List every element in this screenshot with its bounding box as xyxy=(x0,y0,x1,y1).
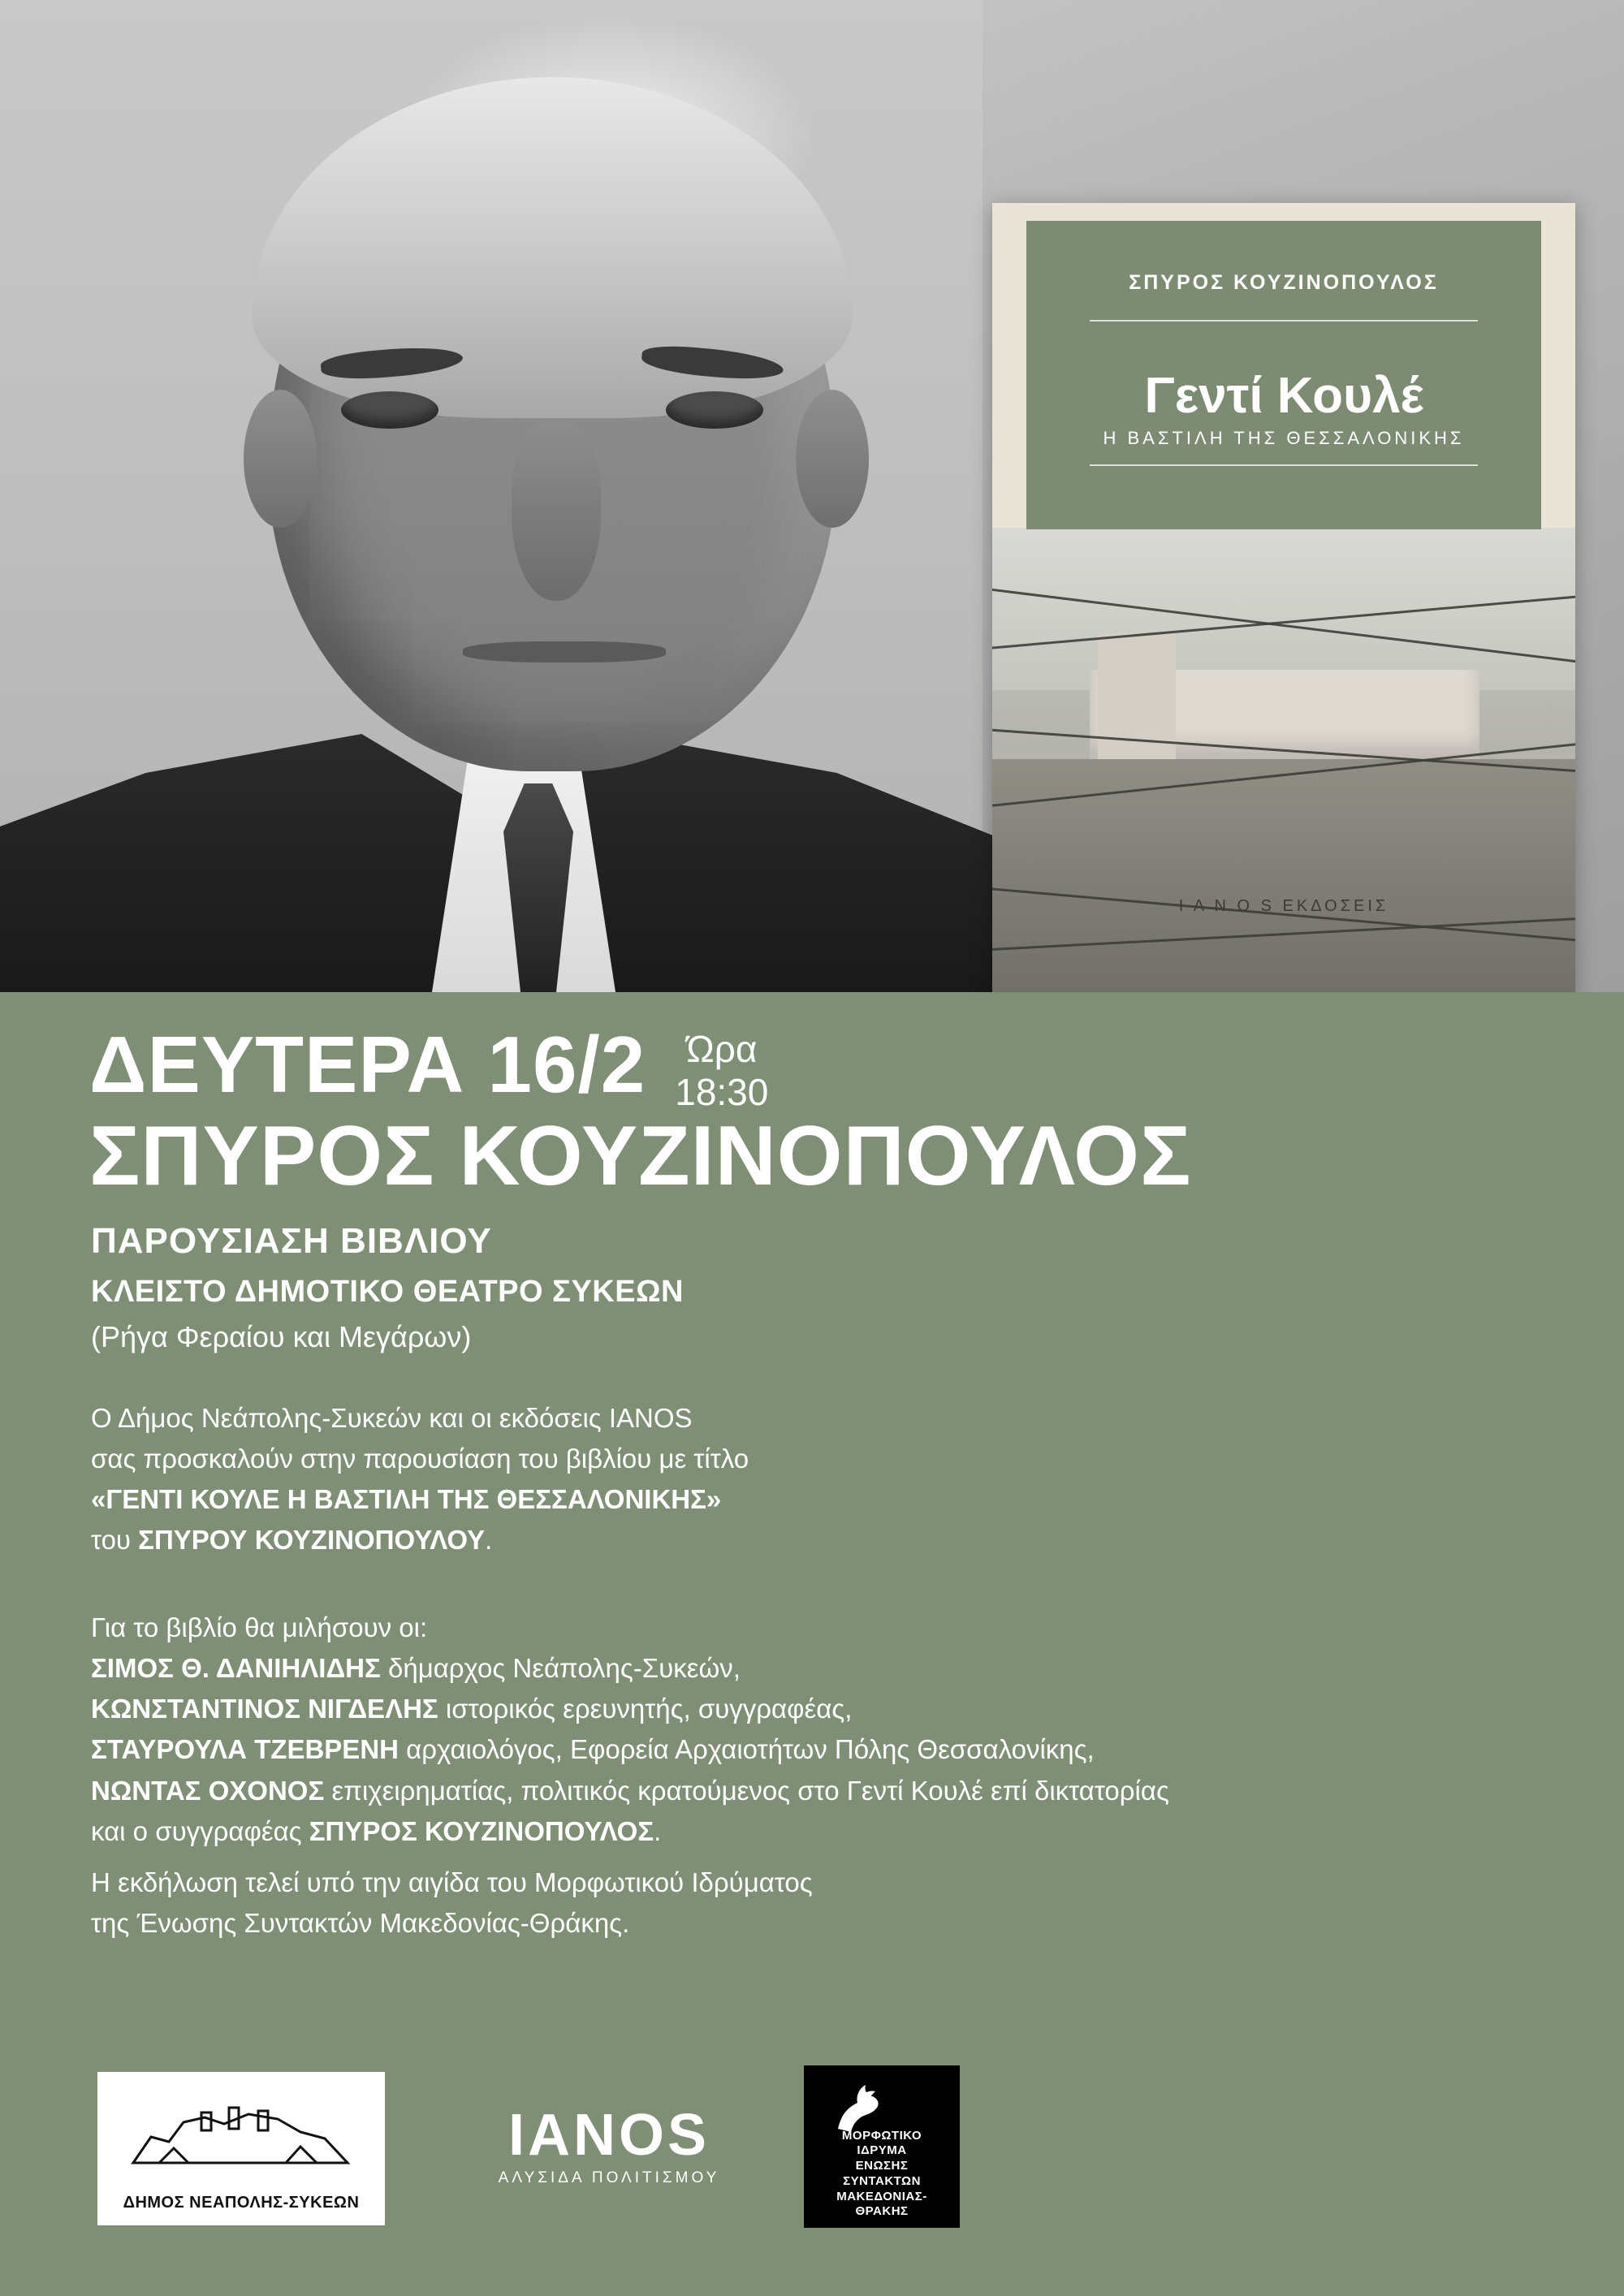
auspices-paragraph xyxy=(91,1862,1520,1944)
portrait-nose xyxy=(512,422,601,601)
speaker-name: ΣΙΜΟΣ Θ. ΔΑΝΙΗΛΙΔΗΣ xyxy=(91,1653,381,1684)
ianos-logo xyxy=(475,2103,743,2187)
event-time xyxy=(675,1028,768,1114)
portrait-ear-right xyxy=(796,390,869,528)
invite-book-title: «ΓΕΝΤΙ ΚΟΥΛΕ Η ΒΑΣΤΙΛΗ ΤΗΣ ΘΕΣΣΑΛΟΝΙΚΗΣ» xyxy=(91,1484,722,1515)
poster-body xyxy=(0,992,1624,2296)
invite-line-4-pre: του xyxy=(91,1525,139,1556)
auspices-line-1: Η εκδήλωση τελεί υπό την αιγίδα του Μορφωτικού Ιδρύματος xyxy=(91,1867,813,1897)
speaker-entry-author xyxy=(91,1811,1520,1852)
book-publisher: I A N O S ΕΚΔΟΣΕΙΣ xyxy=(1178,897,1389,915)
book-cover-title-panel xyxy=(1026,221,1541,529)
speaker-entry xyxy=(91,1648,1520,1689)
invite-line-4-post: . xyxy=(485,1525,493,1556)
portrait-mouth xyxy=(463,641,666,662)
event-address: (Ρήγα Φεραίου και Μεγάρων) xyxy=(91,1320,472,1353)
book-title: Γεντί Κουλέ xyxy=(1144,368,1423,424)
ianos-logo-tagline: ΑΛΥΣΙΔΑ ΠΟΛΙΤΙΣΜΟΥ xyxy=(498,2169,720,2186)
mief-logo-label: ΜΟΡΦΩΤΙΚΟ ΙΔΡΥΜΑ ΕΝΩΣΗΣ ΣΥΝΤΑΚΤΩΝ ΜΑΚΕΔΟΝΙΑΣ- ΘΡΑΚΗΣ xyxy=(836,2128,927,2219)
invite-line-2: σας προσκαλούν στην παρουσίαση του βιβλίου με τίτλο xyxy=(91,1444,749,1474)
speaker-name: ΚΩΝΣΤΑΝΤΙΝΟΣ ΝΙΓΔΕΛΗΣ xyxy=(91,1694,438,1724)
event-time-label: Ώρα xyxy=(686,1028,758,1070)
speaker-name: ΣΠΥΡΟΣ ΚΟΥΖΙΝΟΠΟΥΛΟΣ xyxy=(309,1815,654,1846)
speakers-intro: Για το βιβλίο θα μιλήσουν οι: xyxy=(91,1612,428,1642)
headline-row xyxy=(89,1020,769,1114)
speaker-role: αρχαιολόγος, Εφορεία Αρχαιοτήτων Πόλης Θεσσαλονίκης, xyxy=(398,1734,1095,1765)
portrait-eye-left xyxy=(341,391,438,429)
book-rule-top xyxy=(1090,320,1478,322)
speaker-entry xyxy=(91,1689,1520,1729)
speakers-paragraph xyxy=(91,1608,1520,1852)
book-cover xyxy=(992,203,1575,992)
portrait-eye-right xyxy=(666,391,763,429)
invite-author-genitive: ΣΠΥΡΟΥ ΚΟΥΖΙΝΟΠΟΥΛΟΥ xyxy=(138,1525,486,1556)
mief-logo xyxy=(804,2065,960,2228)
author-portrait-photo xyxy=(0,0,983,992)
logo-row xyxy=(0,2064,1624,2251)
invite-line-4 xyxy=(91,1520,1520,1560)
speakers-last-pre: και ο συγγραφέας xyxy=(91,1815,309,1846)
book-photo-ground xyxy=(992,759,1575,992)
speaker-role: επιχειρηματίας, πολιτικός κρατούμενος στο Γεντί Κουλέ επί δικτατορίας xyxy=(324,1775,1169,1806)
speaker-name: ΣΤΑΥΡΟΥΛΑ ΤΖΕΒΡΕΝΗ xyxy=(91,1734,399,1765)
acropolis-hill-icon xyxy=(127,2095,354,2169)
speaker-role: ιστορικός ερευνητής, συγγραφέας, xyxy=(438,1694,853,1724)
municipality-logo xyxy=(97,2072,385,2225)
invite-line-1: Ο Δήμος Νεάπολης-Συκεών και οι εκδόσεις IANOS xyxy=(91,1403,693,1433)
speaker-name: ΝΩΝΤΑΣ ΟΧΟΝΟΣ xyxy=(91,1775,325,1806)
book-subtitle: Η ΒΑΣΤΙΛΗ ΤΗΣ ΘΕΣΣΑΛΟΝΙΚΗΣ xyxy=(1103,428,1465,448)
photo-area xyxy=(0,0,1624,992)
main-speaker-name: ΣΠΥΡΟΣ ΚΟΥΖΙΝΟΠΟΥΛΟΣ xyxy=(89,1109,1192,1203)
auspices-line-2: της Ένωσης Συντακτών Μακεδονίας-Θράκης. xyxy=(91,1908,630,1939)
event-date: ΔΕΥΤΕΡΑ 16/2 xyxy=(89,1020,646,1109)
book-rule-bottom xyxy=(1090,464,1478,466)
ianos-logo-word: IANOS xyxy=(508,2103,710,2168)
speaker-role: δήμαρχος Νεάπολης-Συκεών, xyxy=(380,1653,741,1684)
speaker-entry xyxy=(91,1771,1520,1811)
event-type: ΠΑΡΟΥΣΙΑΣΗ ΒΙΒΛΙΟΥ xyxy=(91,1221,492,1261)
speakers-last-post: . xyxy=(654,1815,662,1846)
event-time-value: 18:30 xyxy=(675,1070,769,1113)
speaker-entry xyxy=(91,1729,1520,1770)
portrait-ear-left xyxy=(244,390,317,528)
municipality-logo-label: ΔΗΜΟΣ ΝΕΑΠΟΛΗΣ-ΣΥΚΕΩΝ xyxy=(123,2194,360,2212)
book-cover-photo xyxy=(992,528,1575,992)
book-photo-sky xyxy=(992,528,1575,690)
event-venue: ΚΛΕΙΣΤΟ ΔΗΜΟΤΙΚΟ ΘΕΑΤΡΟ ΣΥΚΕΩΝ xyxy=(91,1275,684,1309)
invitation-paragraph xyxy=(91,1398,1520,1561)
book-author-name: ΣΠΥΡΟΣ ΚΟΥΖΙΝΟΠΟΥΛΟΣ xyxy=(1129,271,1439,294)
